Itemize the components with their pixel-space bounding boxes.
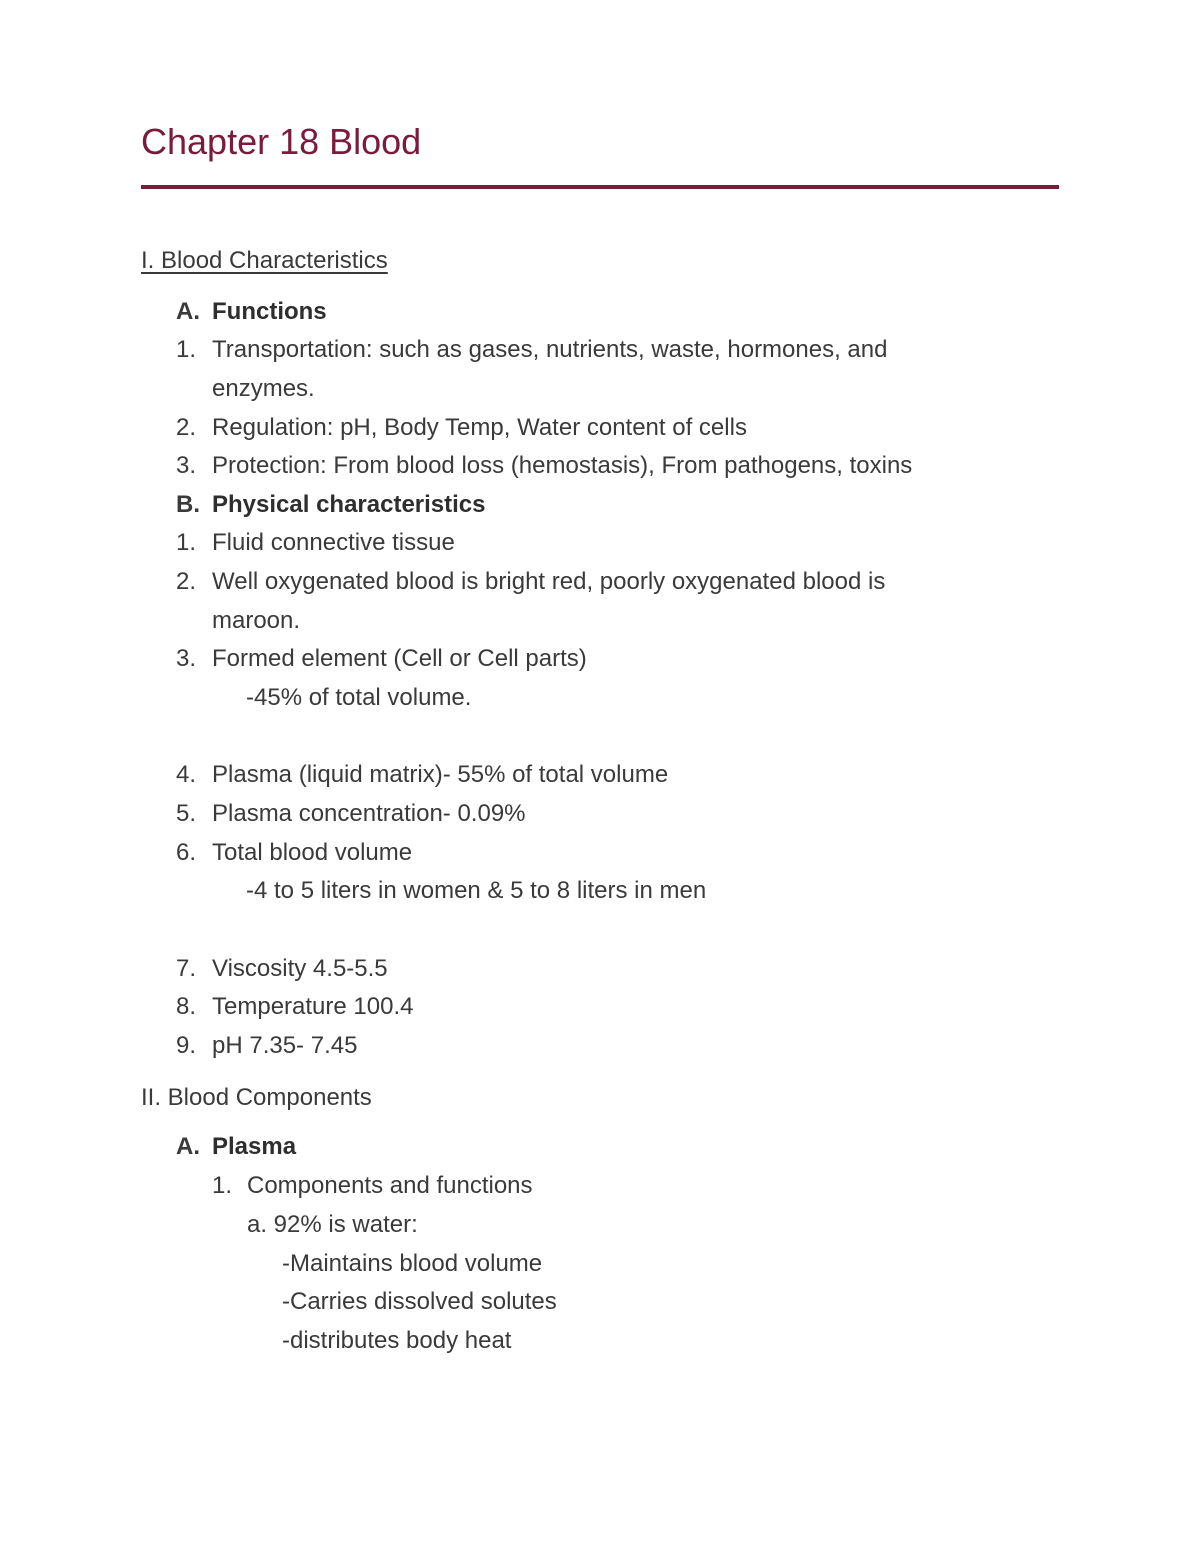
list-item-text: Transportation: such as gases, nutrients, waste, hormones, and (212, 336, 888, 363)
list-item-text: Plasma concentration- 0.09% (212, 800, 526, 827)
list-item-text: Total blood volume (212, 839, 413, 866)
list-item-text-continued: maroon. (212, 607, 301, 634)
list-item-number: 7. (176, 955, 197, 982)
list-item-text: Protection: From blood loss (hemostasis), From pathogens, toxins (212, 452, 913, 479)
subsection-label: B. (176, 491, 200, 518)
list-item-number: 6. (176, 839, 197, 866)
list-item-number: 1. (176, 529, 197, 556)
bullet-text: -distributes body heat (282, 1327, 512, 1354)
list-item-number: 4. (176, 761, 197, 788)
section-heading-blood-characteristics: I. Blood Characteristics (141, 247, 388, 274)
bullet-text: -Carries dissolved solutes (282, 1288, 557, 1315)
list-item-number: 8. (176, 993, 197, 1020)
list-item-number: 5. (176, 800, 197, 827)
list-item-number: 1. (212, 1172, 233, 1199)
sub-item-text: a. 92% is water: (247, 1211, 418, 1238)
section-heading-blood-components: II. Blood Components (141, 1084, 372, 1111)
bullet-text: -Maintains blood volume (282, 1250, 543, 1277)
list-item-text: Well oxygenated blood is bright red, poorly oxygenated blood is (212, 568, 886, 595)
title-rule (141, 185, 1059, 189)
list-item-text: Viscosity 4.5-5.5 (212, 955, 388, 982)
list-item-number: 3. (176, 452, 197, 479)
list-item-text: Formed element (Cell or Cell parts) (212, 645, 587, 672)
list-item-text: Plasma (liquid matrix)- 55% of total volume (212, 761, 669, 788)
list-item-number: 2. (176, 568, 197, 595)
page-title: Chapter 18 Blood (141, 121, 422, 162)
list-item-number: 9. (176, 1032, 197, 1059)
subsection-title-plasma: Plasma (212, 1133, 297, 1160)
list-item-subnote: -4 to 5 liters in women & 5 to 8 liters in men (246, 877, 707, 904)
list-item-text: Fluid connective tissue (212, 529, 455, 556)
list-item-number: 3. (176, 645, 197, 672)
list-item-text: Temperature 100.4 (212, 993, 414, 1020)
subsection-title-physical-characteristics: Physical characteristics (212, 491, 486, 518)
list-item-text: Components and functions (247, 1172, 533, 1199)
list-item-number: 2. (176, 414, 197, 441)
list-item-number: 1. (176, 336, 197, 363)
list-item-text-continued: enzymes. (212, 375, 315, 402)
subsection-label: A. (176, 298, 200, 325)
list-item-text: Regulation: pH, Body Temp, Water content of cells (212, 414, 747, 441)
subsection-title-functions: Functions (212, 298, 327, 325)
list-item-text: pH 7.35- 7.45 (212, 1032, 358, 1059)
list-item-subnote: -45% of total volume. (246, 684, 472, 711)
subsection-label: A. (176, 1133, 200, 1160)
